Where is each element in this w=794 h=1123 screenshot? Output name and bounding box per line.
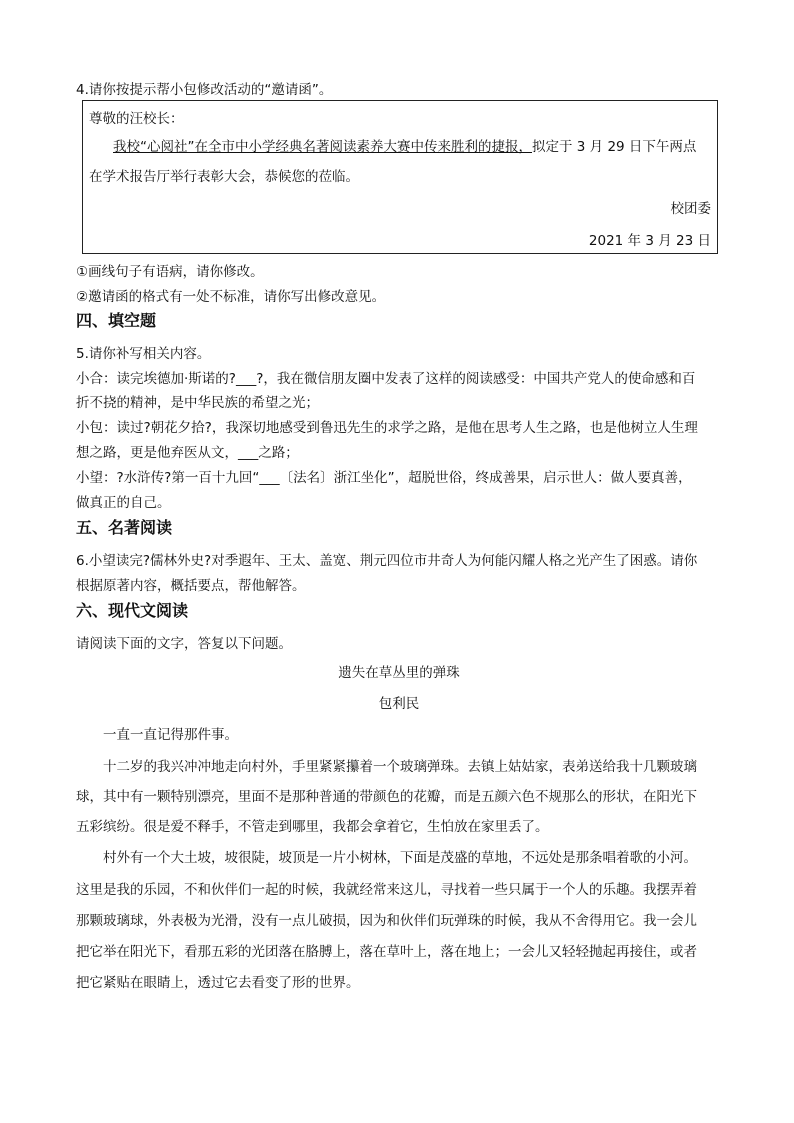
- letter-signer: 校团委: [670, 201, 711, 217]
- article-title: 遗失在草丛里的弹珠: [338, 665, 460, 681]
- invitation-letter-box: [82, 100, 718, 254]
- article-para-3-line-4: 把它举在阳光下，看那五彩的光团落在胳膊上，落在草叶上，落在地上；一会儿又轻轻抛起再接住，或者: [76, 944, 697, 960]
- article-para-3-line-1: 村外有一个大土坡，坡很陡，坡顶是一片小树林，下面是茂盛的草地，不远处是那条唱着歌的小河。: [103, 850, 697, 866]
- question-4-task-2: ②邀请函的格式有一处不标准，请你写出修改意见。: [76, 289, 386, 305]
- letter-body-line-1: [113, 135, 696, 155]
- letter-body-rest: 拟定于 3 月 29 日下午两点: [532, 139, 697, 155]
- section-4-heading: 四、填空题: [76, 311, 157, 330]
- letter-date: 2021 年 3 月 23 日: [588, 233, 711, 249]
- article-para-1: 一直一直记得那件事。: [103, 727, 238, 743]
- question-4-task-1: ①画线句子有语病，请你修改。: [76, 264, 264, 280]
- letter-body-line-2: 在学术报告厅举行表彰大会，恭候您的莅临。: [89, 169, 359, 185]
- question-6-line-2: 根据原著内容，概括要点，帮他解答。: [76, 578, 306, 594]
- article-para-2-line-3: 五彩缤纷。很是爱不释手，不管走到哪里，我都会拿着它，生怕放在家里丢了。: [76, 819, 549, 835]
- q5-xiaowang-line-2: 做真正的自己。: [76, 495, 171, 511]
- letter-underlined-sentence: 我校“心阅社”在全市中小学经典名著阅读素养大赛中传来胜利的捷报，: [113, 139, 532, 155]
- article-author: 包利民: [378, 696, 420, 712]
- q5-xiaowang-line-1: 小望：?水浒传?第一百十九回“___〔法名〕浙江坐化”，超脱世俗，终成善果，启示世人：做人要真善，: [76, 470, 692, 486]
- section-5-heading: 五、名著阅读: [76, 518, 173, 537]
- article-para-2-line-2: 球，其中有一颗特别漂亮，里面不是那种普通的带颜色的花瓣，而是五颜六色不规那么的形状，在阳光下: [76, 789, 697, 805]
- q5-xiaohe-line-2: 折不挠的精神，是中华民族的希望之光；: [76, 395, 319, 411]
- reading-instruction: 请阅读下面的文字，答复以下问题。: [76, 636, 292, 652]
- section-6-heading: 六、现代文阅读: [76, 601, 189, 620]
- q5-xiaobao-line-2: 想之路，更是他弃医从文，___之路；: [76, 445, 299, 461]
- article-para-3-line-3: 那颗玻璃球，外表极为光滑，没有一点儿破损，因为和伙伴们玩弹珠的时候，我从不舍得用它。我一会儿: [76, 913, 697, 929]
- q5-xiaobao-line-1: 小包：读过?朝花夕拾?，我深切地感受到鲁迅先生的求学之路，是他在思考人生之路，也是他树立人生理: [76, 420, 698, 436]
- question-5-prompt: 5.请你补写相关内容。: [76, 346, 211, 362]
- article-para-2-line-1: 十二岁的我兴冲冲地走向村外，手里紧紧攥着一个玻璃弹珠。去镇上姑姑家，表弟送给我十几颗玻璃: [103, 759, 697, 775]
- article-para-3-line-5: 把它紧贴在眼睛上，透过它去看变了形的世界。: [76, 975, 360, 991]
- q5-xiaohe-line-1: 小合：读完埃德加·斯诺的?___?，我在微信朋友圈中发表了这样的阅读感受：中国共产党人的使命感和百: [76, 371, 696, 387]
- question-4-prompt: 4.请你按提示帮小包修改活动的“邀请函”。: [76, 82, 333, 98]
- question-6-line-1: 6.小望读完?儒林外史?对季遐年、王太、盖宽、荆元四位市井奇人为何能闪耀人格之光产生了困惑。请你: [76, 553, 698, 569]
- letter-salutation: 尊敬的汪校长：: [89, 111, 184, 127]
- article-para-3-line-2: 这里是我的乐园，不和伙伴们一起的时候，我就经常来这儿，寻找着一些只属于一个人的乐趣。我摆弄着: [76, 882, 697, 898]
